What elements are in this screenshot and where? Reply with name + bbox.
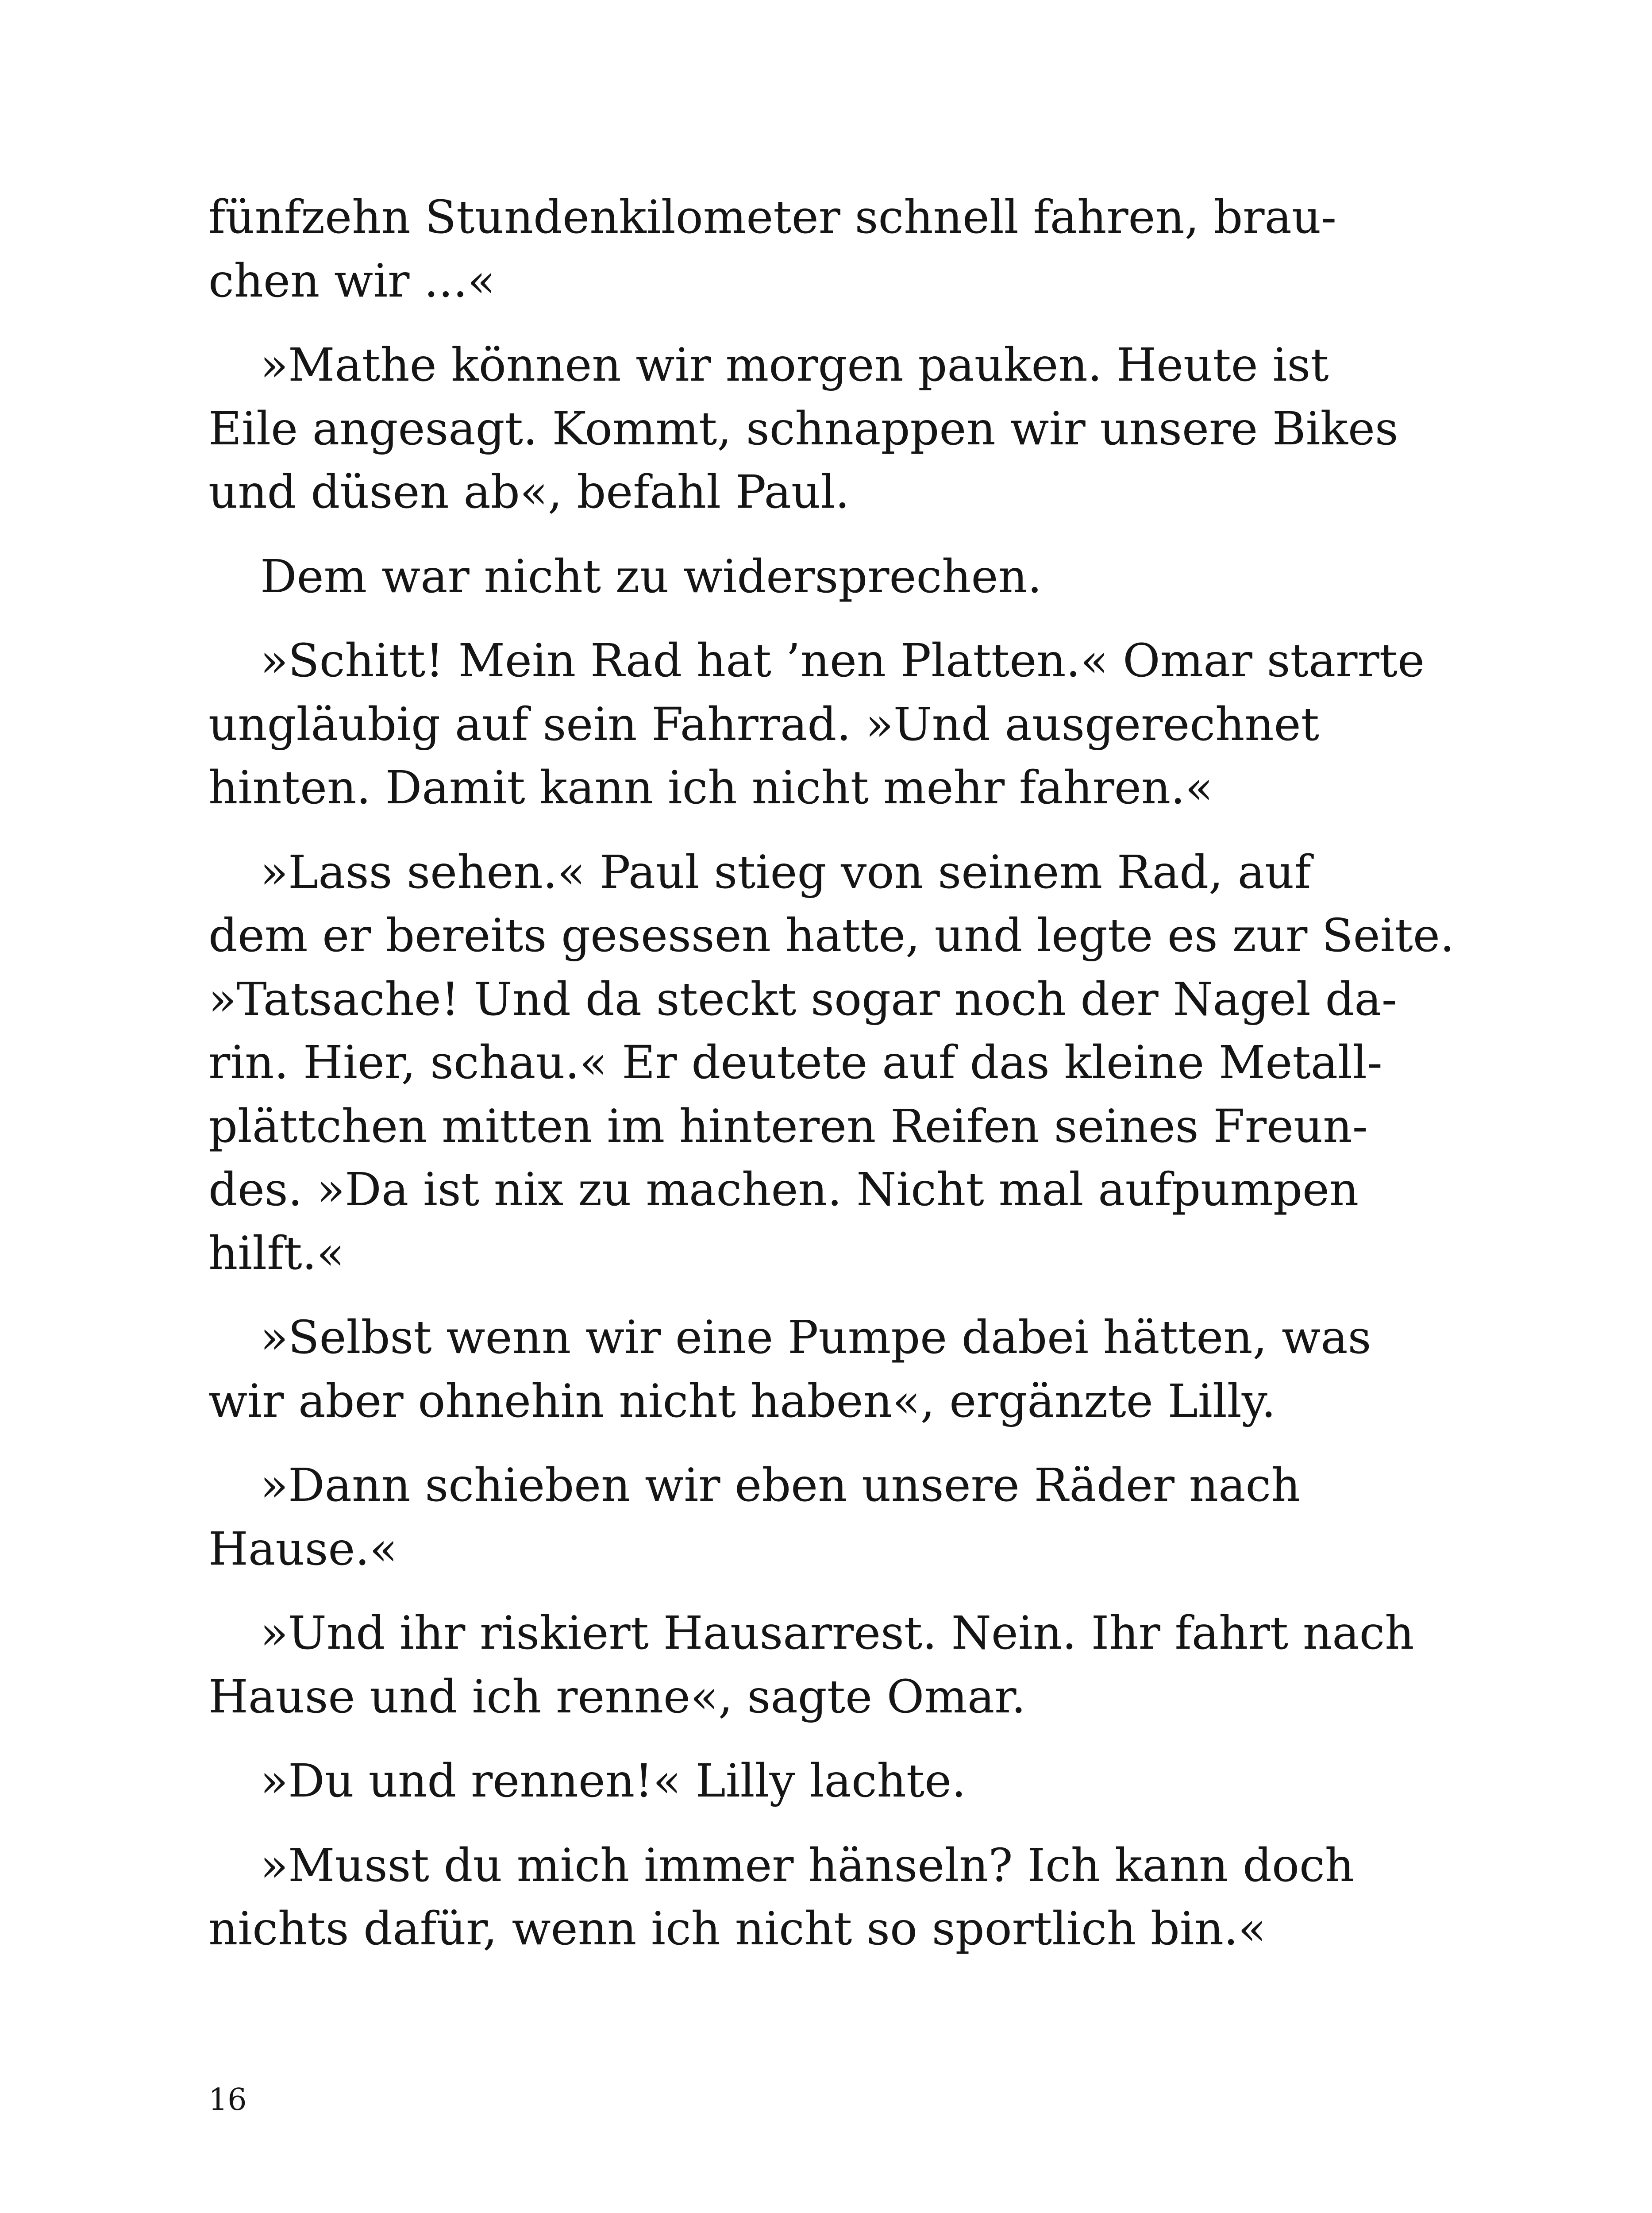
text-line: chen wir ...«: [208, 254, 496, 308]
text-line: und düsen ab«, befahl Paul.: [208, 466, 850, 519]
text-line: »Mathe können wir morgen pauken. Heute ist: [260, 339, 1329, 392]
text-line: Dem war nicht zu widersprechen.: [260, 550, 1042, 603]
paragraph: [208, 1454, 1403, 1581]
paragraph: [208, 334, 1403, 524]
body-text: [208, 186, 1455, 1982]
paragraph: [208, 1750, 1403, 1813]
text-line: »Und ihr riskiert Hausarrest. Nein. Ihr fahrt nach: [260, 1607, 1414, 1660]
paragraph: [208, 1834, 1403, 1961]
paragraph: [208, 629, 1425, 820]
text-line: »Schitt! Mein Rad hat ’nen Platten.« Omar starrte: [260, 634, 1425, 687]
text-line: Hause und ich renne«, sagte Omar.: [208, 1670, 1026, 1723]
text-line: hilft.«: [208, 1226, 345, 1280]
text-line: dem er bereits gesessen hatte, und legte es zur Seite.: [208, 909, 1455, 962]
text-line: Hause.«: [208, 1522, 398, 1576]
text-line: hinten. Damit kann ich nicht mehr fahren.«: [208, 761, 1213, 814]
paragraph: [208, 1306, 1403, 1433]
text-line: nichts dafür, wenn ich nicht so sportlich bin.«: [208, 1902, 1266, 1955]
text-line: des. »Da ist nix zu machen. Nicht mal aufpumpen: [208, 1163, 1359, 1216]
text-line: »Du und rennen!« Lilly lachte.: [260, 1754, 966, 1808]
paragraph: [208, 186, 1403, 313]
text-line: »Lass sehen.« Paul stieg von seinem Rad, auf: [260, 845, 1311, 899]
text-line: rin. Hier, schau.« Er deutete auf das kleine Metall-: [208, 1036, 1382, 1089]
text-line: »Selbst wenn wir eine Pumpe dabei hätten, was: [260, 1311, 1371, 1364]
text-line: wir aber ohnehin nicht haben«, ergänzte Lilly.: [208, 1374, 1276, 1428]
text-line: »Musst du mich immer hänseln? Ich kann doch: [260, 1839, 1355, 1892]
page-number: 16: [208, 2082, 247, 2117]
text-line: plättchen mitten im hinteren Reifen seines Freun-: [208, 1099, 1368, 1153]
paragraph: [208, 841, 1455, 1286]
text-line: ungläubig auf sein Fahrrad. »Und ausgerechnet: [208, 698, 1320, 751]
text-line: fünfzehn Stundenkilometer schnell fahren, brau-: [208, 191, 1337, 244]
text-line: Eile angesagt. Kommt, schnappen wir unsere Bikes: [208, 402, 1398, 455]
text-line: »Tatsache! Und da steckt sogar noch der Nagel da-: [208, 972, 1397, 1026]
text-line: »Dann schieben wir eben unsere Räder nach: [260, 1459, 1301, 1512]
paragraph: [208, 1602, 1414, 1729]
paragraph: [208, 545, 1403, 609]
